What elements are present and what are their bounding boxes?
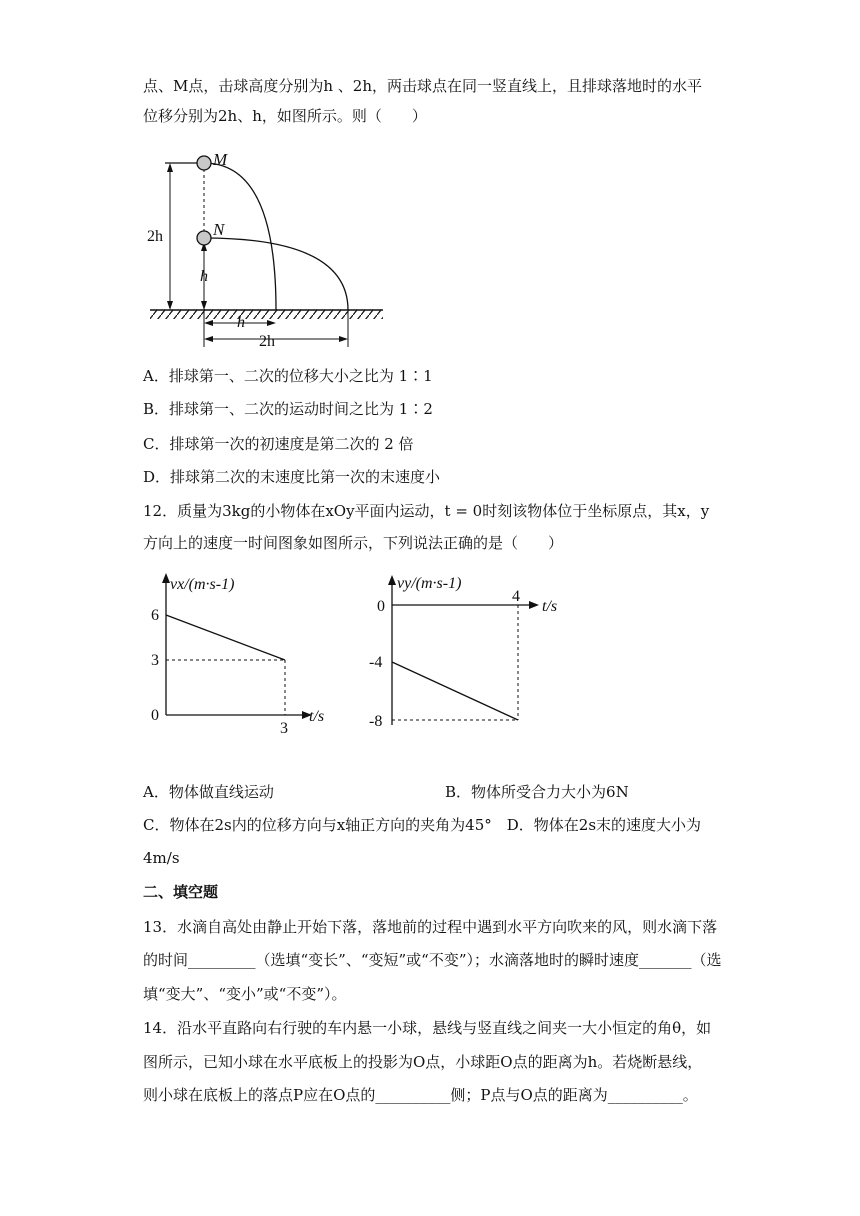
vx-ylabel: vx/(m·s-1) — [170, 576, 235, 593]
section-title-fill-blank: 二、填空题 — [143, 883, 219, 901]
vy-line — [392, 662, 518, 720]
vy-tick-0: 0 — [377, 598, 385, 615]
q12-option-b: B．物体所受合力大小为6N — [445, 783, 629, 801]
q12-option-d-continued: 4m/s — [143, 849, 180, 867]
q11-option-b: B．排球第一、二次的运动时间之比为 1∶2 — [143, 400, 433, 418]
vx-time-graph — [140, 565, 340, 745]
vx-tick-6: 6 — [151, 607, 159, 624]
vy-tick-m8: -8 — [369, 713, 383, 730]
q14-line-3: 则小球在底板上的落点P应在O点的__________侧；P点与O点的距离为__________。 — [143, 1086, 698, 1104]
label-m: M — [213, 150, 228, 169]
q12-option-c-d: C．物体在2s内的位移方向与x轴正方向的夹角为45° D．物体在2s末的速度大小为 — [143, 816, 702, 834]
q11-stem-line-2: 位移分别为2h、h，如图所示。则（ ） — [143, 107, 427, 125]
q13-line-3: 填“变大”、“变小”或“不变”）。 — [143, 985, 347, 1003]
q13-line-2: 的时间_________（选填“变长”、“变短”或“不变”）；水滴落地时的瞬时速度_______（选 — [143, 951, 722, 969]
ball-m — [197, 156, 211, 170]
vy-ylabel: vy/(m·s-1) — [397, 575, 462, 592]
label-2h-horizontal: 2h — [259, 333, 275, 350]
vx-tick-3: 3 — [151, 652, 159, 669]
vy-time-graph — [365, 565, 585, 740]
q11-option-a: A．排球第一、二次的位移大小之比为 1∶1 — [143, 367, 433, 385]
q11-option-d: D．排球第二次的末速度比第一次的末速度小 — [143, 468, 441, 486]
vx-xlabel: t/s — [309, 708, 325, 725]
q13-line-1: 13．水滴自高处由静止开始下落，落地前的过程中遇到水平方向吹来的风，则水滴下落 — [143, 918, 718, 936]
vx-tick-3x: 3 — [280, 720, 288, 737]
q11-option-c: C．排球第一次的初速度是第二次的 2 倍 — [143, 435, 414, 453]
vx-tick-0: 0 — [151, 707, 159, 724]
label-h-horizontal: h — [237, 314, 245, 331]
vy-tick-m4: -4 — [369, 654, 383, 671]
vx-line — [166, 615, 285, 660]
vy-xlabel: t/s — [542, 598, 558, 615]
q11-volleyball-figure — [145, 145, 390, 355]
q11-stem-line-1: 点、M点，击球高度分别为h 、2h，两击球点在同一竖直线上，且排球落地时的水平 — [143, 77, 702, 95]
q12-option-a: A．物体做直线运动 — [143, 783, 274, 801]
label-h-vertical: h — [200, 268, 208, 285]
label-n: N — [213, 220, 225, 239]
q12-stem-line-1: 12．质量为3kg的小物体在xOy平面内运动，t = 0时刻该物体位于坐标原点，其x，y — [143, 502, 710, 520]
q12-stem-line-2: 方向上的速度一时间图象如图所示，下列说法正确的是（ ） — [143, 534, 564, 552]
ball-n — [197, 231, 211, 245]
q14-line-2: 图所示，已知小球在水平底板上的投影为O点，小球距O点的距离为h。若烧断悬线， — [143, 1053, 703, 1071]
vy-tick-4: 4 — [512, 588, 520, 605]
q14-line-1: 14．沿水平直路向右行驶的车内悬一小球，悬线与竖直线之间夹一大小恒定的角θ，如 — [143, 1019, 712, 1037]
label-2h-vertical: 2h — [147, 228, 163, 245]
